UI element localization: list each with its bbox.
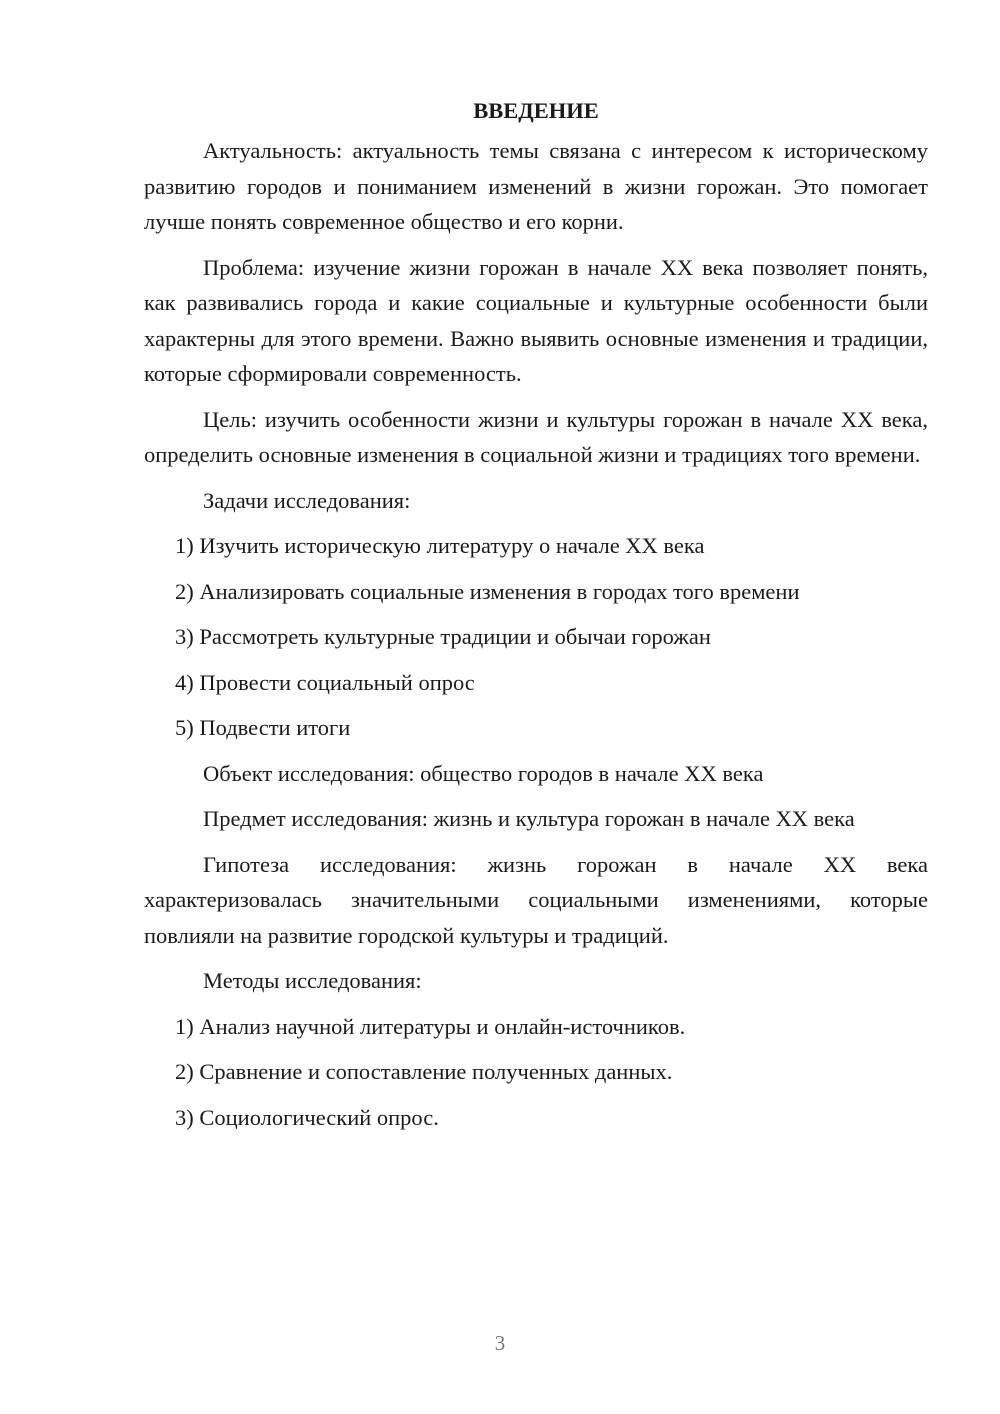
task-item: 1) Изучить историческую литературу о начале XX века: [175, 533, 705, 558]
method-item: 2) Сравнение и сопоставление полученных данных.: [175, 1059, 673, 1084]
section-heading: ВВЕДЕНИЕ: [473, 98, 599, 123]
relevance-paragraph: Актуальность: актуальность темы связана с интересом к историческому развитию городов и пониманием изменений в жизни горожан. Это помогает лучше понять современное общество и его корни.: [144, 138, 928, 234]
methods-title: Методы исследования:: [203, 968, 422, 993]
tasks-title: Задачи исследования:: [203, 487, 411, 513]
subject-paragraph: Предмет исследования: жизнь и культура горожан в начале XX века: [203, 806, 855, 831]
method-item: 1) Анализ научной литературы и онлайн-источников.: [175, 1013, 686, 1039]
object-paragraph: Объект исследования: общество городов в начале XX века: [203, 760, 764, 786]
task-item: 3) Рассмотреть культурные традиции и обычаи горожан: [175, 624, 711, 649]
task-item: 5) Подвести итоги: [175, 715, 351, 740]
method-item: 3) Социологический опрос.: [175, 1104, 439, 1130]
problem-paragraph: Проблема: изучение жизни горожан в начале XX века позволяет понять, как развивались города и какие социальные и культурные особенности были характерны для этого времени. Важно выявить основные изменения и традиции, которые сформировали современность.: [144, 254, 928, 386]
task-item: 2) Анализировать социальные изменения в городах того времени: [175, 578, 800, 604]
page-number: 3: [494, 1331, 506, 1355]
page-content: [144, 94, 928, 1145]
goal-paragraph: Цель: изучить особенности жизни и культуры горожан в начале XX века, определить основные изменения в социальной жизни и традициях того времени.: [144, 406, 928, 467]
task-item: 4) Провести социальный опрос: [175, 669, 475, 695]
hypothesis-paragraph: Гипотеза исследования: жизнь горожан в начале XX века характеризовалась значительными социальными изменениями, которые повлияли на развитие городской культуры и традиций.: [144, 851, 928, 948]
